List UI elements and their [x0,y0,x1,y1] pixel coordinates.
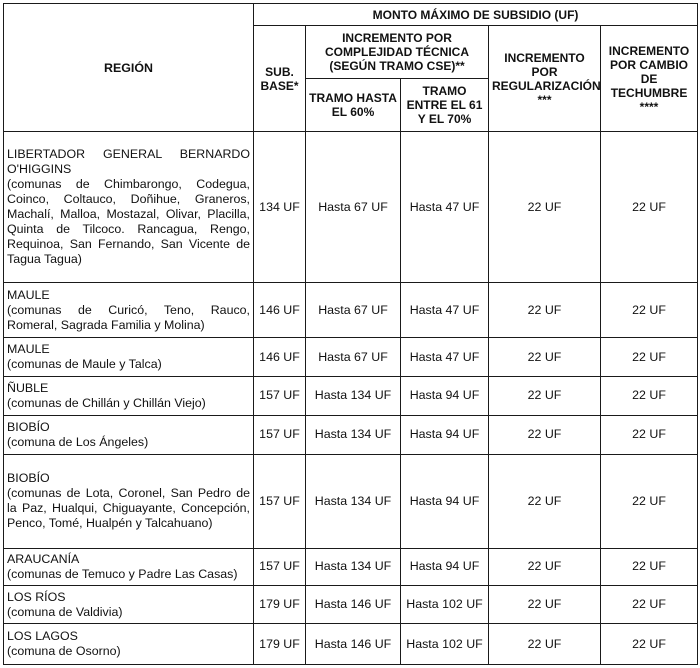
techumbre-cell: 22 UF [601,132,698,283]
region-cell [4,415,254,454]
tramo-60-cell: Hasta 67 UF [306,132,401,283]
region-cell [4,377,254,416]
table-row [4,624,698,665]
region-comunas: (comunas de Curicó, Teno, Rauco, Romeral, Sagrada Familia y Molina) [7,302,250,332]
region-name: ARAUCANÍA [7,551,80,566]
tramo-61-70-cell: Hasta 47 UF [401,283,489,338]
tramo-60-cell: Hasta 146 UF [306,586,401,624]
techumbre-cell: 22 UF [601,338,698,377]
tramo-60-cell: Hasta 134 UF [306,548,401,586]
table-row [4,377,698,416]
tramo-60-cell: Hasta 134 UF [306,377,401,416]
techumbre-cell: 22 UF [601,377,698,416]
tramo-61-70-cell: Hasta 94 UF [401,415,489,454]
region-comunas: (comunas de Maule y Talca) [7,357,162,372]
region-comunas: (comuna de Los Ángeles) [7,434,149,449]
regularizacion-cell: 22 UF [489,338,601,377]
tramo-61-70-cell: Hasta 94 UF [401,454,489,548]
tramo-61-70-cell: Hasta 47 UF [401,338,489,377]
regularizacion-cell: 22 UF [489,415,601,454]
tramo-60-cell: Hasta 134 UF [306,415,401,454]
table-row [4,283,698,338]
tramo-60-cell: Hasta 134 UF [306,454,401,548]
region-comunas: (comunas de Lota, Coronel, San Pedro de la Paz, Hualqui, Chiguayante, Concepción, Penco, Tomé, Hualpén y Talcahuano) [7,486,250,531]
sub-base-cell: 157 UF [254,377,306,416]
tramo-60-cell: Hasta 146 UF [306,624,401,665]
header-tramo-60: TRAMO HASTA EL 60% [306,79,401,132]
sub-base-cell: 146 UF [254,338,306,377]
region-cell [4,132,254,283]
region-name: BIOBÍO [7,419,50,434]
tramo-61-70-cell: Hasta 102 UF [401,586,489,624]
tramo-60-cell: Hasta 67 UF [306,338,401,377]
region-comunas: (comunas de Chillán y Chillán Viejo) [7,395,206,410]
sub-base-cell: 134 UF [254,132,306,283]
region-name: LOS RÍOS [7,589,66,604]
sub-base-cell: 179 UF [254,586,306,624]
region-cell [4,548,254,586]
table-row [4,338,698,377]
tramo-61-70-cell: Hasta 94 UF [401,377,489,416]
region-cell [4,624,254,665]
table-row [4,454,698,548]
region-comunas: (comuna de Valdivia) [7,604,123,619]
region-name: MAULE [7,342,50,357]
regularizacion-cell: 22 UF [489,454,601,548]
region-name: LIBERTADOR GENERAL BERNARDO O'HIGGINS [7,147,250,177]
region-cell [4,338,254,377]
region-name: MAULE [7,287,50,302]
tramo-60-cell: Hasta 67 UF [306,283,401,338]
region-cell [4,586,254,624]
techumbre-cell: 22 UF [601,624,698,665]
tramo-61-70-cell: Hasta 94 UF [401,548,489,586]
techumbre-cell: 22 UF [601,586,698,624]
region-comunas: (comuna de Osorno) [7,644,121,659]
region-cell [4,454,254,548]
header-incremento-regularizacion: INCREMENTO POR REGULARIZACIÓN *** [489,26,601,132]
regularizacion-cell: 22 UF [489,624,601,665]
sub-base-cell: 157 UF [254,548,306,586]
region-cell [4,283,254,338]
sub-base-cell: 157 UF [254,415,306,454]
table-row [4,132,698,283]
regularizacion-cell: 22 UF [489,586,601,624]
header-tramo-61-70: TRAMO ENTRE EL 61 Y EL 70% [401,79,489,132]
header-region: REGIÓN [4,4,254,132]
techumbre-cell: 22 UF [601,454,698,548]
region-name: LOS LAGOS [7,629,78,644]
sub-base-cell: 179 UF [254,624,306,665]
header-incremento-complejidad: INCREMENTO POR COMPLEJIDAD TÉCNICA (SEGÚN TRAMO CSE)** [306,26,489,79]
sub-base-cell: 157 UF [254,454,306,548]
regularizacion-cell: 22 UF [489,283,601,338]
sub-base-cell: 146 UF [254,283,306,338]
regularizacion-cell: 22 UF [489,548,601,586]
region-name: BIOBÍO [7,471,50,486]
header-monto-maximo: MONTO MÁXIMO DE SUBSIDIO (UF) [254,4,698,26]
region-comunas: (comunas de Temuco y Padre Las Casas) [7,566,238,581]
techumbre-cell: 22 UF [601,548,698,586]
table-row [4,586,698,624]
tramo-61-70-cell: Hasta 102 UF [401,624,489,665]
table-row [4,548,698,586]
region-comunas: (comunas de Chimbarongo, Codegua, Coinco, Coltauco, Doñihue, Graneros, Machalí, Malloa, Mostazal, Olivar, Placilla, Quinta de Tilcoco. Rancagua, Rengo, Requinoa, San Fernando, San Vicente de Tagua Tagua) [7,177,250,267]
table-row [4,415,698,454]
techumbre-cell: 22 UF [601,415,698,454]
techumbre-cell: 22 UF [601,283,698,338]
regularizacion-cell: 22 UF [489,377,601,416]
header-sub-base: SUB. BASE* [254,26,306,132]
region-name: ÑUBLE [7,380,49,395]
regularizacion-cell: 22 UF [489,132,601,283]
tramo-61-70-cell: Hasta 47 UF [401,132,489,283]
header-incremento-techumbre: INCREMENTO POR CAMBIO DE TECHUMBRE **** [601,26,698,132]
subsidy-table [3,3,698,665]
